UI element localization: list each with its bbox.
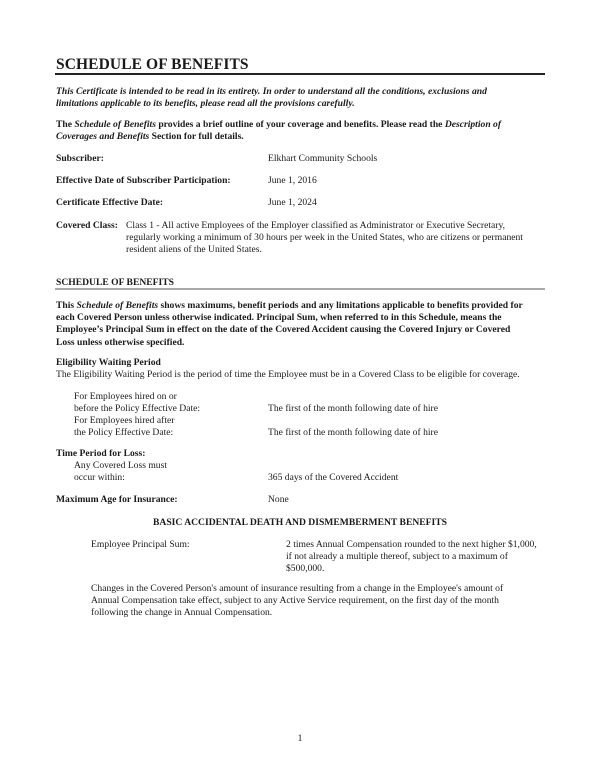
schedule-text: shows maximums, benefit periods and any limitations applicable to benefits provided for — [158, 300, 523, 311]
section-title: SCHEDULE OF BENEFITS — [56, 277, 174, 288]
outline-italic: Schedule of Benefits — [74, 119, 156, 130]
outline-italic: Coverages and Benefits — [56, 131, 150, 143]
subscriber-label: Subscriber: — [56, 153, 104, 164]
changes-line: Changes in the Covered Person's amount of insurance resulting from a change in the Employee's amount of — [91, 583, 504, 594]
time-period-label — [74, 460, 167, 484]
eligibility-label-line: the Policy Effective Date: — [74, 427, 174, 439]
schedule-line: each Covered Person unless otherwise indicated. Principal Sum, when referred to in this Schedule, means the — [56, 312, 502, 324]
time-period-heading: Time Period for Loss: — [56, 448, 146, 459]
eligibility-label-line: before the Policy Effective Date: — [74, 403, 201, 415]
page-number: 1 — [297, 733, 303, 744]
principal-sum-line: if not already a multiple thereof, subject to a maximum of — [286, 551, 508, 563]
schedule-line: Employee’s Principal Sum in effect on the date of the Covered Accident causing the Covered Injury or Covered — [56, 324, 511, 336]
max-age-label: Maximum Age for Insurance: — [56, 494, 178, 505]
eligibility-row-value: The first of the month following date of hire — [268, 427, 438, 438]
certificate-notice — [56, 86, 487, 110]
schedule-italic: Schedule of Benefits — [76, 300, 159, 311]
compensation-changes-paragraph — [91, 583, 503, 620]
schedule-paragraph — [56, 300, 523, 349]
time-period-label-line: occur within: — [74, 472, 125, 484]
changes-line: following the change in Annual Compensation. — [91, 607, 273, 619]
certificate-date-value: June 1, 2024 — [268, 197, 317, 208]
outline-text: Section for full details. — [149, 131, 244, 143]
covered-class-line: regularly working a minimum of 30 hours per week in the United States, who are citizens or permanent — [126, 232, 523, 244]
time-period-label-line: Any Covered Loss must — [74, 460, 168, 471]
covered-class-label: Covered Class: — [56, 220, 118, 231]
time-period-value: 365 days of the Covered Accident — [268, 472, 399, 483]
principal-sum-line: 2 times Annual Compensation rounded to the next higher $1,000, — [286, 539, 537, 550]
changes-line: Annual Compensation take effect, subject to any Active Service requirement, on the first day of the month — [91, 595, 499, 607]
eligibility-row-label — [74, 415, 174, 439]
outline-text: The — [56, 119, 75, 130]
covered-class-line: Class 1 - All active Employees of the Employer classified as Administrator or Executive Secretary, — [126, 220, 506, 231]
participation-date-label: Effective Date of Subscriber Participation: — [56, 175, 231, 186]
certificate-date-label: Certificate Effective Date: — [56, 197, 164, 208]
principal-sum-value — [286, 539, 537, 576]
schedule-text: This — [56, 300, 77, 311]
outline-paragraph — [56, 119, 501, 143]
eligibility-label-line: For Employees hired after — [74, 415, 175, 426]
participation-date-value: June 1, 2016 — [268, 175, 317, 186]
schedule-line: Loss unless otherwise specified. — [56, 336, 185, 348]
eligibility-row-label — [74, 391, 200, 415]
title-divider — [55, 73, 545, 75]
outline-text: provides a brief outline of your coverage and benefits. Please read the — [155, 119, 445, 130]
notice-line: This Certificate is intended to be read in its entirety. In order to understand all the conditions, exclusions and — [56, 86, 487, 97]
section-divider — [55, 288, 545, 290]
page-title: SCHEDULE OF BENEFITS — [56, 56, 249, 73]
covered-class-value — [126, 220, 523, 257]
eligibility-heading: Eligibility Waiting Period — [56, 357, 161, 368]
add-benefits-title: BASIC ACCIDENTAL DEATH AND DISMEMBERMENT BENEFITS — [153, 517, 447, 528]
covered-class-line: resident aliens of the United States. — [126, 244, 262, 256]
eligibility-label-line: For Employees hired on or — [74, 391, 177, 402]
principal-sum-line: $500,000. — [286, 563, 325, 575]
outline-italic: Description of — [444, 119, 502, 130]
max-age-value: None — [268, 494, 289, 505]
subscriber-value: Elkhart Community Schools — [268, 153, 378, 164]
principal-sum-label: Employee Principal Sum: — [91, 539, 190, 550]
eligibility-description: The Eligibility Waiting Period is the period of time the Employee must be in a Covered Class to be eligible for coverage. — [56, 369, 520, 380]
notice-line: limitations applicable to its benefits, please read all the provisions carefully. — [56, 98, 355, 110]
eligibility-row-value: The first of the month following date of hire — [268, 403, 438, 414]
